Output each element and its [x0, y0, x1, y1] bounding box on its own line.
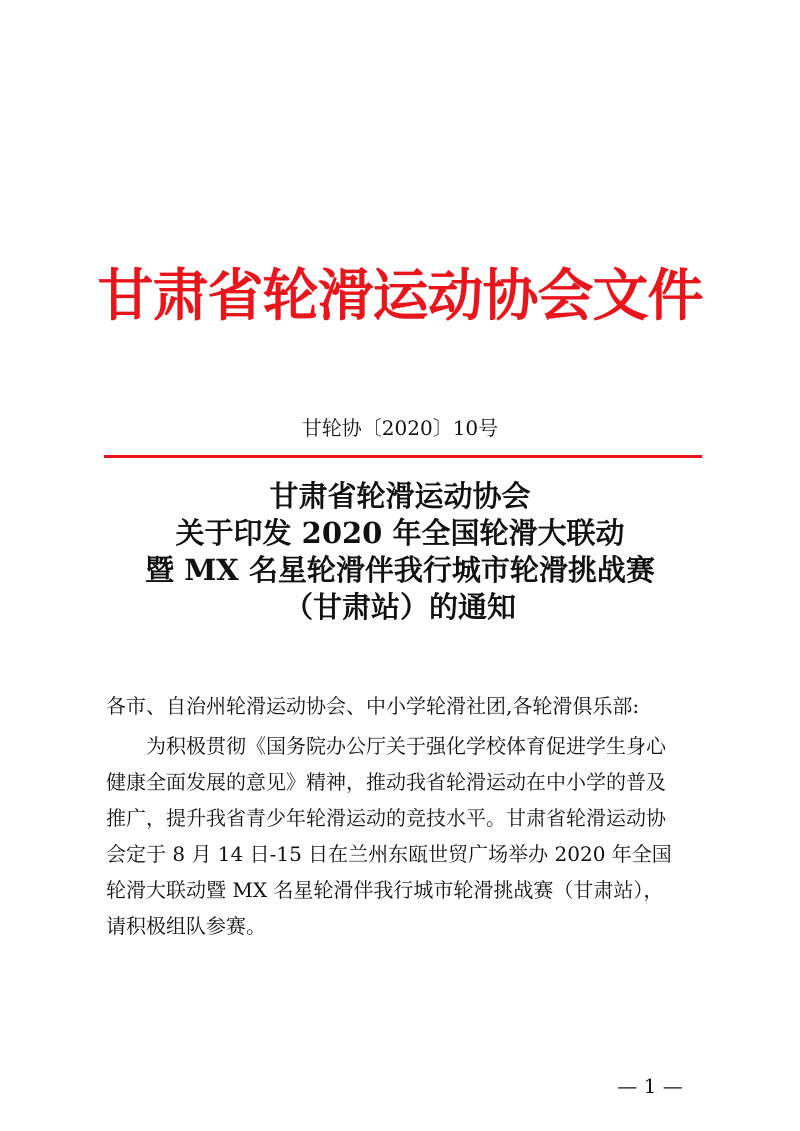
body-line: 请积极组队参赛。: [106, 914, 266, 938]
title-line: （甘肃站）的通知: [283, 590, 516, 624]
body-line: 为积极贯彻《国务院办公厅关于强化学校体育促进学生身心: [146, 734, 666, 758]
title-line: 甘肃省轮滑运动协会: [269, 479, 531, 513]
salutation: 各市、自治州轮滑运动协会、中小学轮滑社团,各轮滑俱乐部:: [106, 694, 640, 718]
notice-title: [0, 478, 800, 626]
masthead-title: 甘肃省轮滑运动协会文件: [97, 264, 703, 329]
title-line: 暨 MX 名星轮滑伴我行城市轮滑挑战赛: [145, 553, 655, 587]
body-paragraph: [106, 728, 726, 944]
body-line: 推广，提升我省青少年轮滑运动的竞技水平。甘肃省轮滑运动协: [106, 806, 666, 830]
body-line: 会定于 8 月 14 日-15 日在兰州东瓯世贸广场举办 2020 年全国: [106, 842, 672, 866]
document-number: 甘轮协〔2020〕10号: [301, 416, 499, 440]
body-line: 健康全面发展的意见》精神，推动我省轮滑运动在中小学的普及: [106, 770, 666, 794]
title-line: 关于印发 2020 年全国轮滑大联动: [175, 516, 625, 550]
red-divider-line: [104, 455, 702, 458]
page-number: — 1 —: [617, 1074, 683, 1098]
body-line: 轮滑大联动暨 MX 名星轮滑伴我行城市轮滑挑战赛（甘肃站），: [106, 878, 664, 902]
